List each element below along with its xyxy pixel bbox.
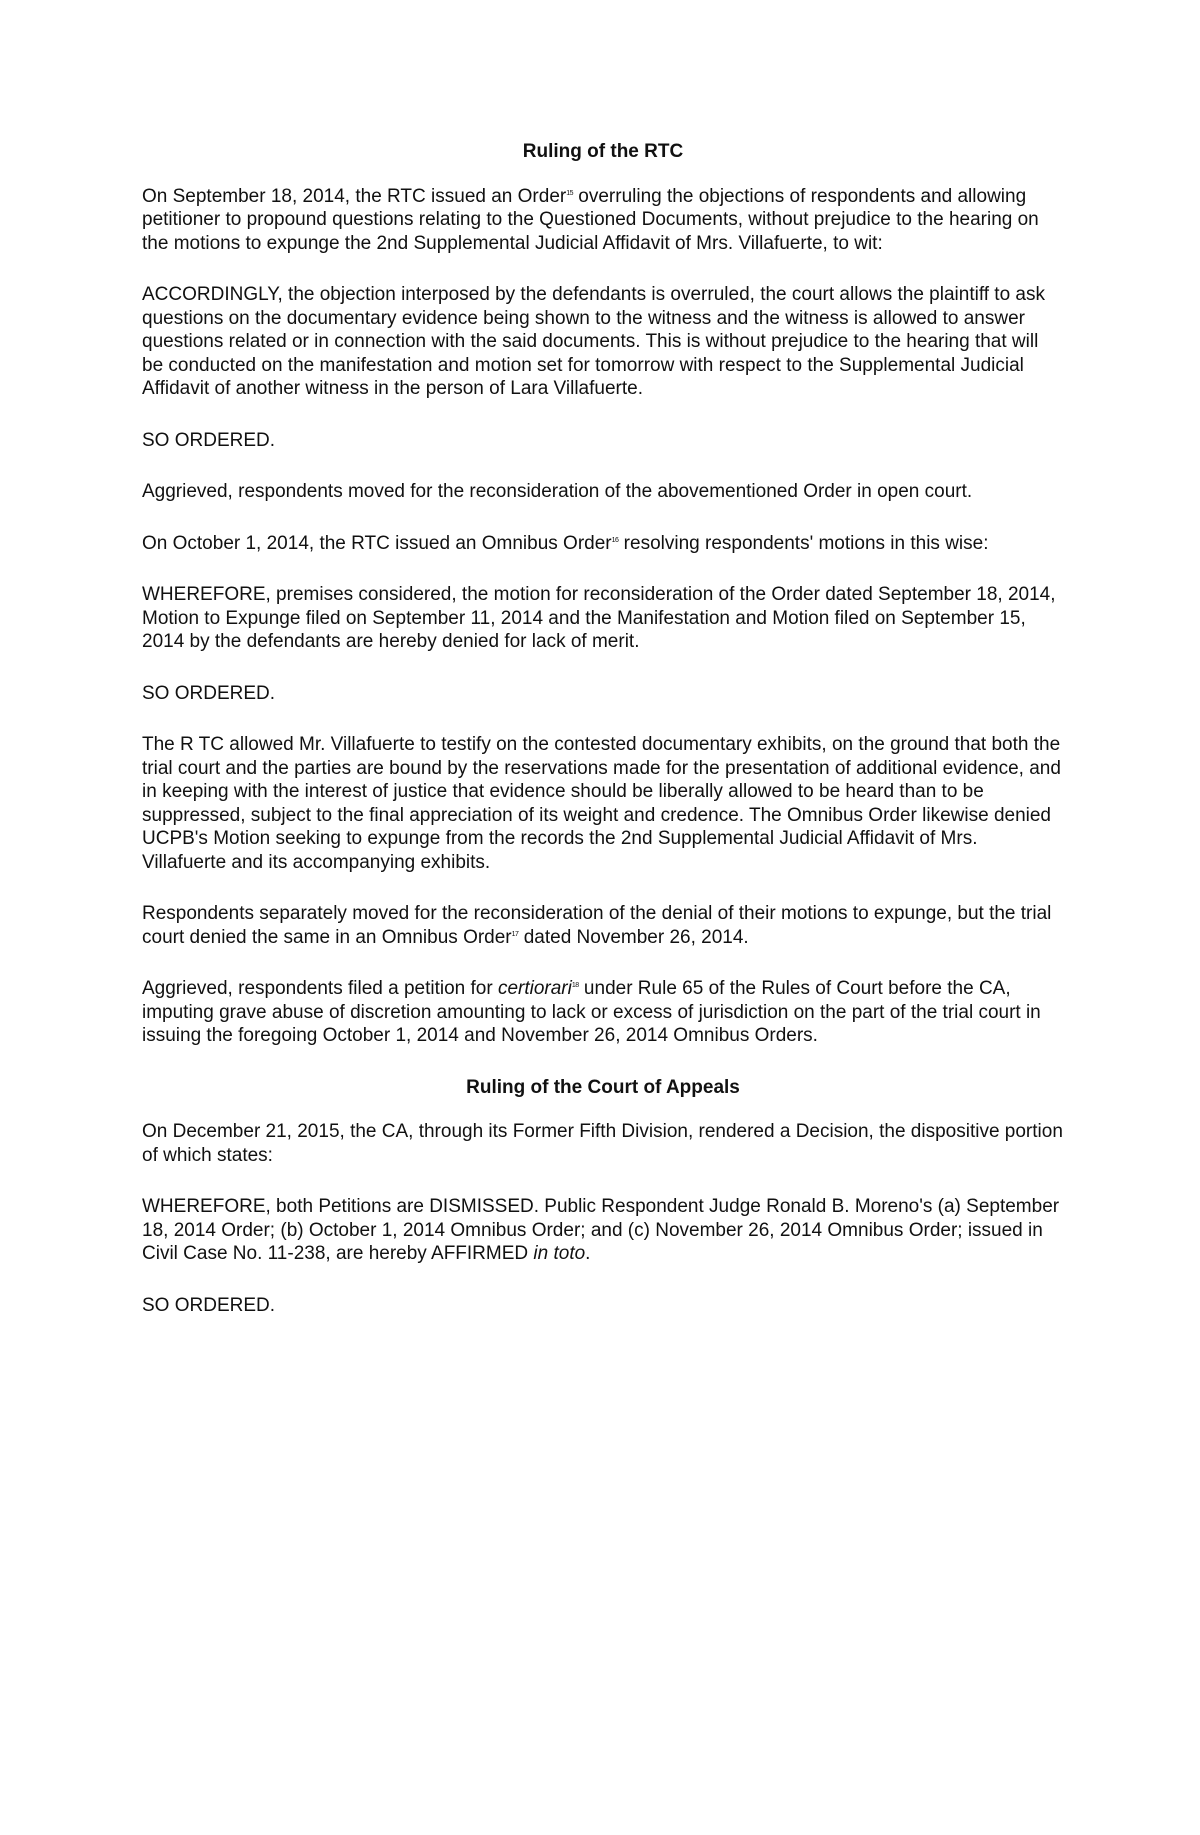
paragraph-text: under Rule 65 of the Rules of Court before the CA, imputing grave abuse of discretion amounting to lack or excess of jurisdiction on the part of the trial court in issuing the foregoing October 1, 2014 and November 26, 2014 Omnibus Orders. bbox=[142, 978, 1041, 1046]
paragraph-wherefore-quote: WHEREFORE, premises considered, the motion for reconsideration of the Order dated September 18, 2014, Motion to Expunge filed on September 11, 2014 and the Manifestation and Motion filed on September 15, 2014 by the defendants are hereby denied for lack of merit. bbox=[142, 584, 1056, 652]
paragraph-text: WHEREFORE, both Petitions are DISMISSED. Public Respondent Judge Ronald B. Moreno's (a) September 18, 2014 Order; (b) October 1, 2014 Omnibus Order; and (c) November 26, 2014 Omnibus Order; issued in Civil Case No. 11-238, are hereby AFFIRMED bbox=[142, 1196, 1060, 1264]
italic-term: certiorari bbox=[497, 978, 572, 999]
paragraph-certiorari-petition bbox=[142, 977, 1064, 1048]
paragraph-text: On September 18, 2014, the RTC issued an Order bbox=[142, 185, 567, 207]
footnote-ref[interactable]: 18 bbox=[571, 982, 579, 989]
paragraph-text: Respondents separately moved for the reconsideration of the denial of their motions to expunge, but the trial court denied the same in an Omnibus Order bbox=[142, 903, 1052, 948]
footnote-ref[interactable]: 16 bbox=[611, 536, 619, 544]
paragraph-so-ordered: SO ORDERED. bbox=[142, 682, 276, 704]
paragraph-ca-wherefore-quote bbox=[142, 1195, 1064, 1266]
paragraph-rtc-allowed-testimony: The R TC allowed Mr. Villafuerte to testify on the contested documentary exhibits, on the ground that both the trial court and the parties are bound by the reservations made for the presentation of additional evidence, and in keeping with the interest of justice that evidence should be liberally allowed to be heard than to be suppressed, subject to the final appreciation of its weight and credence. The Omnibus Order likewise denied UCPB's Motion seeking to expunge from the records the 2nd Supplemental Judicial Affidavit of Mrs. Villafuerte and its accompanying exhibits. bbox=[142, 734, 1061, 873]
paragraph-text: Aggrieved, respondents filed a petition for bbox=[142, 978, 498, 999]
document-page bbox=[142, 140, 1064, 1345]
paragraph-text: . bbox=[585, 1243, 591, 1264]
footnote-ref[interactable]: 15 bbox=[566, 189, 574, 197]
paragraph-text: resolving respondents' motions in this wise: bbox=[618, 532, 989, 554]
paragraph-ca-decision: On December 21, 2015, the CA, through its Former Fifth Division, rendered a Decision, the dispositive portion of which states: bbox=[142, 1121, 1063, 1166]
heading-ruling-of-the-rtc: Ruling of the RTC bbox=[522, 141, 684, 162]
paragraph-omnibus-order-october bbox=[142, 532, 1064, 556]
paragraph-so-ordered: SO ORDERED. bbox=[142, 429, 276, 451]
paragraph-text: On October 1, 2014, the RTC issued an Omnibus Order bbox=[142, 532, 612, 554]
footnote-ref[interactable]: 17 bbox=[511, 930, 519, 938]
paragraph-text: dated November 26, 2014. bbox=[518, 926, 749, 948]
paragraph-so-ordered: SO ORDERED. bbox=[142, 1294, 276, 1316]
paragraph-text: overruling the objections of respondents and allowing petitioner to propound questions relating to the Questioned Documents, without prejudice to the hearing on the motions to expunge the 2nd Supplemental Judicial Affidavit of Mrs. Villafuerte, to wit: bbox=[142, 185, 1039, 254]
paragraph-rtc-order-september bbox=[142, 185, 1064, 256]
paragraph-aggrieved-reconsideration: Aggrieved, respondents moved for the reconsideration of the abovementioned Order in open court. bbox=[142, 481, 973, 502]
heading-ruling-of-the-court-of-appeals: Ruling of the Court of Appeals bbox=[466, 1076, 740, 1098]
paragraph-separate-reconsideration bbox=[142, 902, 1064, 949]
paragraph-accordingly-quote: ACCORDINGLY, the objection interposed by the defendants is overruled, the court allows the plaintiff to ask questions on the documentary evidence being shown to the witness and the witness is allowed to answer questions related or in connection with the said documents. This is without prejudice to the hearing that will be conducted on the manifestation and motion set for tomorrow with respect to the Supplemental Judicial Affidavit of another witness in the person of Lara Villafuerte. bbox=[142, 284, 1046, 399]
italic-term: in toto bbox=[533, 1243, 586, 1264]
